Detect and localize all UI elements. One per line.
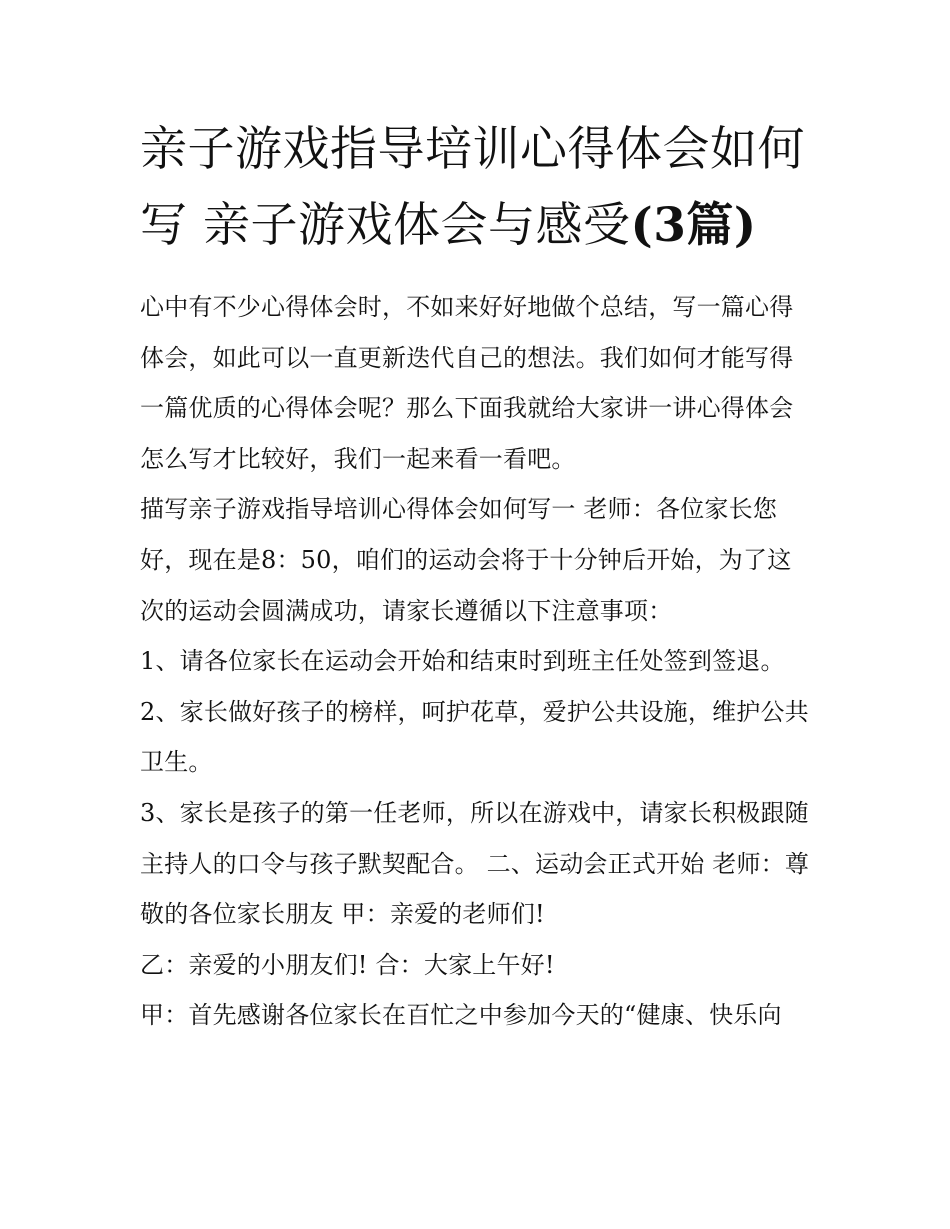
document-body	[140, 282, 812, 1041]
document-title	[140, 112, 812, 264]
intro-paragraph: 心中有不少心得体会时，不如来好好地做个总结，写一篇心得体会，如此可以一直更新迭代自己的想法。我们如何才能写得一篇优质的心得体会呢？那么下面我就给大家讲一讲心得体会怎么写才比较好，我们一起来看一看吧。	[140, 293, 794, 473]
dialogue-line-2: 甲：首先感谢各位家长在百忙之中参加今天的“健康、快乐向	[140, 1001, 782, 1030]
notice-item-2: 2、家长做好孩子的榜样，呵护花草，爱护公共设施，维护公共卫生。	[140, 697, 809, 777]
title-count: (3篇)	[630, 198, 757, 253]
dialogue-line-1: 乙：亲爱的小朋友们! 合：大家上午好!	[140, 950, 555, 979]
notice-item-3: 3、家长是孩子的第一任老师，所以在游戏中，请家长积极跟随主持人的口令与孩子默契配合。 二、运动会正式开始 老师：尊敬的各位家长朋友 甲：亲爱的老师们!	[140, 798, 810, 929]
notice-item-1: 1、请各位家长在运动会开始和结束时到班主任处签到签退。	[140, 647, 785, 676]
document-page	[140, 112, 812, 1041]
title-main: 亲子游戏指导培训心得体会如何写 亲子游戏体会与感受	[140, 122, 805, 253]
section-one-paragraph: 描写亲子游戏指导培训心得体会如何写一 老师：各位家长您好，现在是8：50，咱们的运动会将于十分钟后开始，为了这次的运动会圆满成功，请家长遵循以下注意事项：	[140, 495, 792, 625]
